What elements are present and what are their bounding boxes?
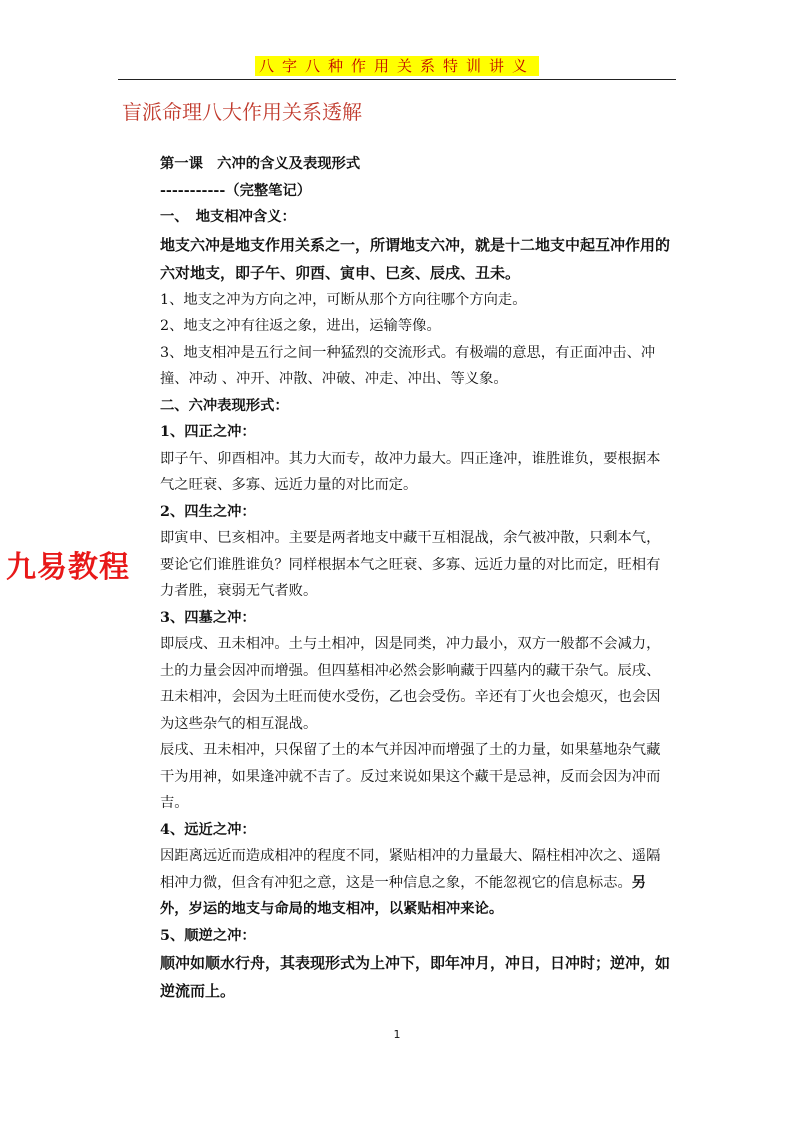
subsection-4-plain: 因距离远近而造成相冲的程度不同，紧贴相冲的力量最大、隔柱相冲次之、遥隔相冲力微，但含有冲犯之意，这是一种信息之象，不能忽视它的信息标志。: [160, 848, 661, 891]
section1-item-1: 1、地支之冲为方向之冲，可断从那个方向往哪个方向走。: [160, 291, 527, 308]
running-header: [118, 56, 676, 76]
subsection-3-text-2: 辰戌、丑未相冲，只保留了土的本气并因冲而增强了土的力量，如果墓地杂气藏干为用神，如果逢冲就不吉了。反过来说如果这个藏干是忌神，反而会因为冲而吉。: [160, 742, 661, 811]
watermark-logo: 九易教程: [6, 550, 130, 585]
section1-item-2: 2、地支之冲有往返之象，进出，运输等像。: [160, 318, 441, 334]
subsection-2-text: 即寅申、巳亥相冲。主要是两者地支中藏干互相混战，余气被冲散，只剩本气，要论它们谁胜谁负？同样根据本气之旺衰、多寡、远近力量的对比而定，旺相有力者胜，衰弱无气者败。: [160, 530, 661, 599]
subsection-1-text: 即子午、卯酉相冲。其力大而专，故冲力最大。四正逢冲，谁胜谁负，要根据本气之旺衰、多寡、远近力量的对比而定。: [160, 450, 661, 493]
section1-intro: 地支六冲是地支作用关系之一，所谓地支六冲，就是十二地支中起互冲作用的六对地支，即子午、卯酉、寅申、巳亥、辰戌、丑未。: [160, 235, 671, 282]
subsection-2-heading: 2、四生之冲：: [160, 503, 256, 520]
section1-heading: 一、 地支相冲含义：: [160, 209, 296, 225]
page-number: 1: [393, 1028, 401, 1041]
subsection-4-bold: 另外，岁运的地支与命局的地支相冲，以紧贴相冲来论。: [160, 874, 647, 917]
header-text: 八字八种作用关系特训讲义: [255, 56, 539, 76]
section1-item-3: 3、地支相冲是五行之间一种猛烈的交流形式。有极端的意思，有正面冲击、冲撞、冲动 、冲开、冲散、冲破、冲走、冲出、等义象。: [160, 344, 656, 387]
header-rule: [118, 79, 676, 80]
lesson-subtitle: -----------（完整笔记）: [160, 182, 312, 199]
section2-heading: 二、六冲表现形式：: [160, 397, 289, 414]
lesson-title: 第一课 六冲的含义及表现形式: [160, 156, 361, 172]
subsection-1-heading: 1、四正之冲：: [160, 424, 256, 440]
subsection-4-heading: 4、远近之冲：: [160, 821, 256, 838]
subsection-5-text: 顺冲如顺水行舟，其表现形式为上冲下，即年冲月，冲日，日冲时；逆冲，如逆流而上。: [160, 954, 671, 1000]
subsection-3-heading: 3、四墓之冲：: [160, 609, 256, 626]
subsection-3-text-1: 即辰戌、丑未相冲。土与土相冲，因是同类，冲力最小，双方一般都不会减力，土的力量会因冲而增强。但四墓相冲必然会影响藏于四墓内的藏干杂气。辰戌、丑未相冲，会因为土旺而使水受伤，乙也会受伤。辛还有丁火也会熄灭，也会因为这些杂气的相互混战。: [160, 636, 661, 732]
document-title: 盲派命理八大作用关系透解: [122, 100, 362, 124]
subsection-5-heading: 5、顺逆之冲：: [160, 927, 256, 944]
document-body: [160, 151, 672, 1005]
subsection-4-text: [160, 843, 672, 923]
